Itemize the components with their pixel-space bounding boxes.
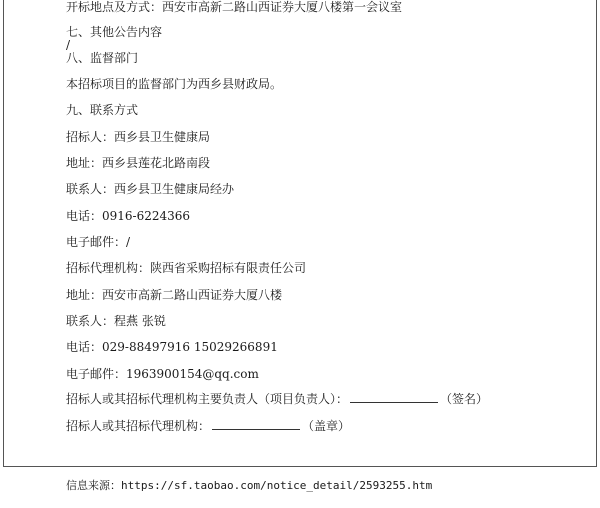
right-border	[596, 0, 597, 466]
tenderer-name: 招标人：西乡县卫生健康局	[66, 130, 211, 144]
agency-contact: 联系人：程燕 张锐	[66, 314, 166, 328]
section7-body: /	[66, 38, 71, 52]
tenderer-email: 电子邮件：/	[66, 235, 131, 249]
left-border	[3, 0, 4, 466]
agency-address: 地址：西安市高新二路山西证券大厦八楼	[66, 288, 283, 302]
section8-heading: 八、监督部门	[66, 51, 139, 65]
bottom-border	[3, 466, 597, 467]
tenderer-phone: 电话：0916-6224366	[66, 209, 191, 223]
agency-email: 电子邮件：1963900154@qq.com	[66, 367, 259, 381]
tenderer-contact: 联系人：西乡县卫生健康局经办	[66, 182, 235, 196]
section9-heading: 九、联系方式	[66, 103, 139, 117]
signature-suffix: （签名）	[440, 392, 489, 406]
seal-suffix: （盖章）	[302, 419, 351, 433]
seal-label: 招标人或其招标代理机构：	[66, 419, 211, 433]
signature-label: 招标人或其招标代理机构主要负责人（项目负责人）：	[66, 392, 349, 406]
seal-line	[66, 419, 350, 433]
seal-blank	[212, 419, 300, 430]
signature-line	[66, 392, 488, 406]
section7-heading: 七、其他公告内容	[66, 25, 163, 39]
source-link[interactable]: 信息来源：https://sf.taobao.com/notice_detail/2593255.htm	[66, 479, 433, 492]
opening-location-text: 开标地点及方式：西安市高新二路山西证券大厦八楼第一会议室	[66, 0, 403, 14]
section8-body: 本招标项目的监督部门为西乡县财政局。	[66, 77, 283, 91]
agency-name: 招标代理机构：陕西省采购招标有限责任公司	[66, 261, 307, 275]
signature-blank	[350, 392, 438, 403]
tenderer-address: 地址：西乡县莲花北路南段	[66, 156, 211, 170]
agency-phone: 电话：029-88497916 15029266891	[66, 340, 278, 354]
